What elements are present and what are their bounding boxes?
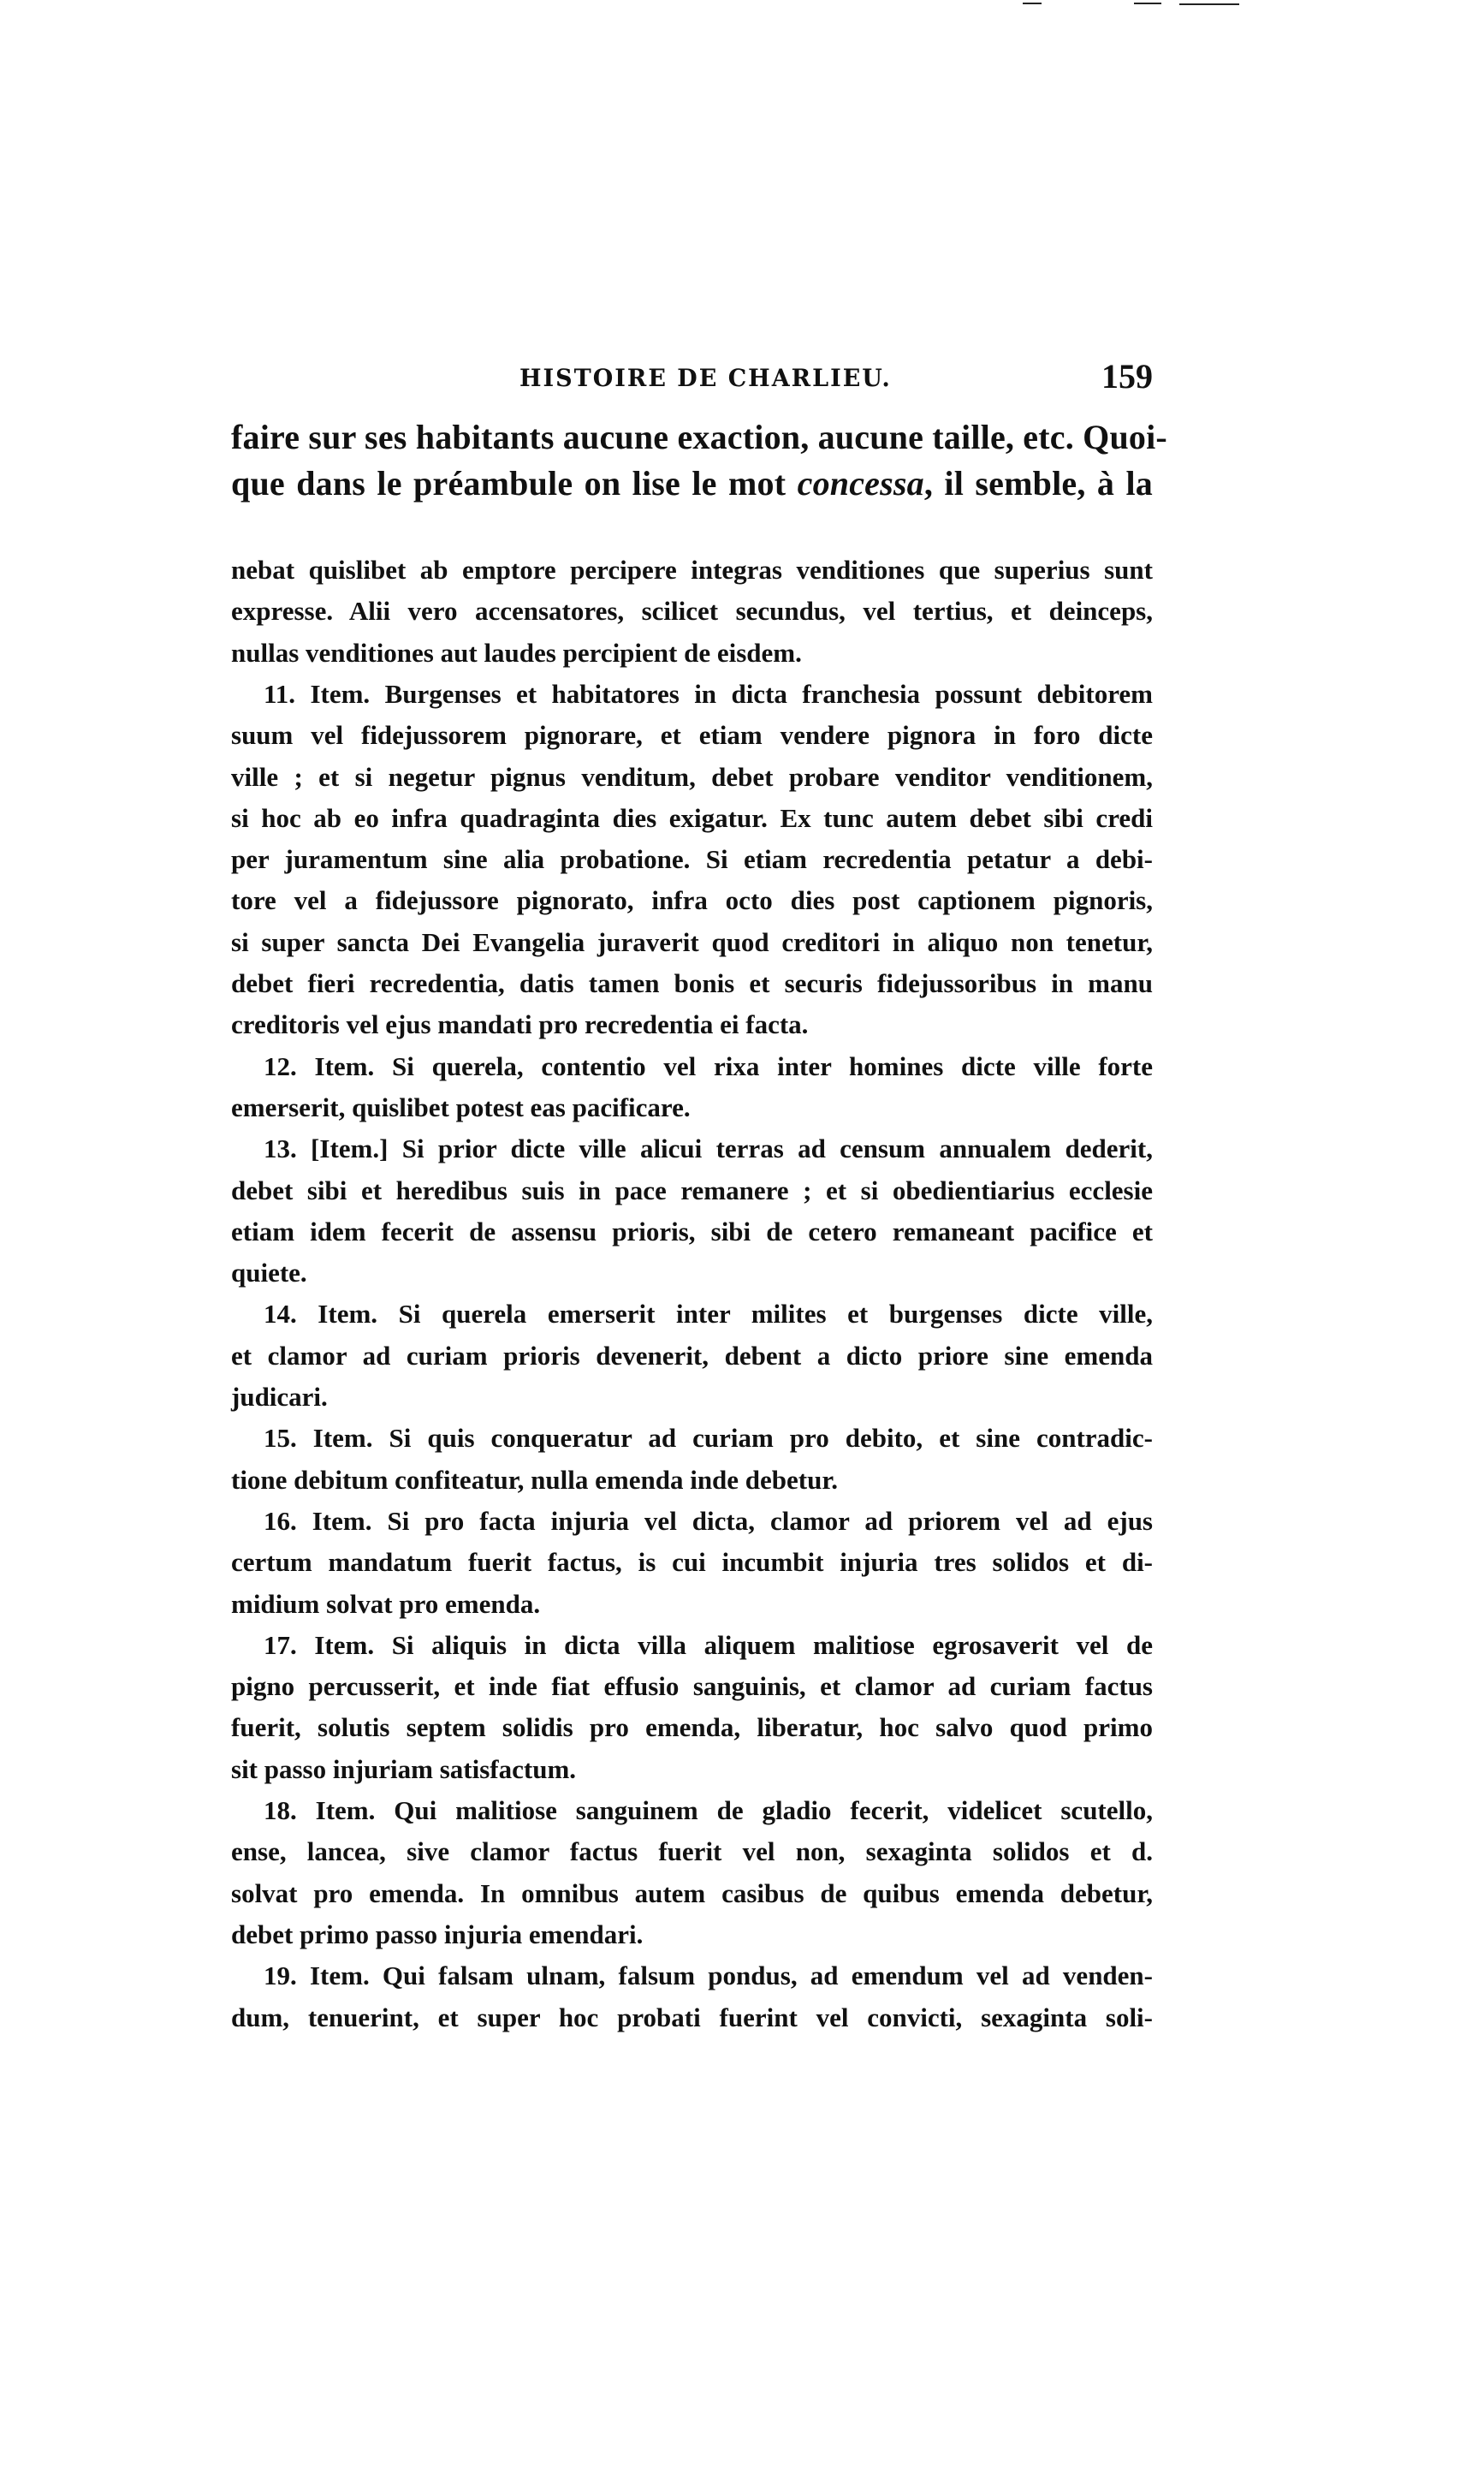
latin-text-line: debet sibi et heredibus suis in pace remanere ; et si obedientiarius ecclesie: [231, 1175, 1153, 1205]
latin-text-line: creditoris vel ejus mandati pro recredentia ei facta.: [231, 1009, 809, 1039]
article-first-line: 14. Item. Si querela emerserit inter milites et burgenses dicte ville,: [264, 1299, 1153, 1329]
article-number: 13.: [264, 1133, 297, 1163]
article-number: 11.: [264, 679, 296, 709]
french-text-line: faire sur ses habitants aucune exaction, aucune taille, etc. Quoi-: [231, 418, 1167, 456]
latin-text-line: tore vel a fidejussore pignorato, infra octo dies post captionem pignoris,: [231, 885, 1153, 915]
article-first-line: 11. Item. Burgenses et habitatores in dicta franchesia possunt debitorem: [264, 679, 1153, 709]
latin-text-line: emerserit, quislibet potest eas pacificare.: [231, 1092, 691, 1122]
latin-text-line: ense, lancea, sive clamor factus fuerit vel non, sexaginta solidos et d.: [231, 1836, 1153, 1866]
latin-text-line: nebat quislibet ab emptore percipere integras venditiones que superius sunt: [231, 555, 1153, 585]
latin-text-line: et clamor ad curiam prioris devenerit, debent a dicto priore sine emenda: [231, 1341, 1153, 1371]
latin-text-line: debet primo passo injuria emendari.: [231, 1919, 644, 1949]
latin-text-line: judicari.: [231, 1382, 328, 1412]
page-number: 159: [1101, 357, 1153, 396]
latin-text-line: etiam idem fecerit de assensu prioris, sibi de cetero remaneant pacifice et: [231, 1217, 1153, 1246]
article-number: 18.: [264, 1795, 297, 1825]
latin-text-line: ville ; et si negetur pignus venditum, debet probare venditor venditionem,: [231, 762, 1153, 792]
latin-text-line: midium solvat pro emenda.: [231, 1589, 541, 1619]
italic-term: concessa: [797, 464, 924, 503]
latin-text-line: dum, tenuerint, et super hoc probati fuerint vel convicti, sexaginta soli-: [231, 2002, 1153, 2032]
article-first-line: 15. Item. Si quis conqueratur ad curiam pro debito, et sine contradic-: [264, 1423, 1153, 1453]
article-number: 19.: [264, 1960, 297, 1990]
latin-text-line: si super sancta Dei Evangelia juraverit quod creditori in aliquo non tenetur,: [231, 927, 1153, 957]
article-first-line: 17. Item. Si aliquis in dicta villa aliquem malitiose egrosaverit vel de: [264, 1630, 1153, 1660]
article-first-line: 16. Item. Si pro facta injuria vel dicta, clamor ad priorem vel ad ejus: [264, 1506, 1153, 1536]
latin-text-line: fuerit, solutis septem solidis pro emenda, liberatur, hoc salvo quod primo: [231, 1712, 1153, 1742]
latin-text-line: per juramentum sine alia probatione. Si etiam recredentia petatur a debi-: [231, 844, 1153, 874]
article-first-line: 19. Item. Qui falsam ulnam, falsum pondus, ad emendum vel ad venden-: [264, 1960, 1153, 1990]
latin-text-line: certum mandatum fuerit factus, is cui incumbit injuria tres solidos et di-: [231, 1547, 1153, 1577]
scan-artifact-line: [1179, 3, 1239, 5]
article-first-line: 18. Item. Qui malitiose sanguinem de gladio fecerit, videlicet scutello,: [264, 1795, 1153, 1825]
article-number: 16.: [264, 1506, 297, 1536]
latin-text-line: si hoc ab eo infra quadraginta dies exigatur. Ex tunc autem debet sibi credi: [231, 803, 1153, 833]
latin-text-line: solvat pro emenda. In omnibus autem casibus de quibus emenda debetur,: [231, 1878, 1153, 1908]
article-first-line: 13. [Item.] Si prior dicte ville alicui terras ad censum annualem dederit,: [264, 1133, 1153, 1163]
article-number: 15.: [264, 1423, 297, 1453]
latin-text-line: suum vel fidejussorem pignorare, et etiam vendere pignora in foro dicte: [231, 720, 1153, 750]
scan-artifact-line: [1134, 3, 1161, 4]
article-number: 12.: [264, 1051, 297, 1081]
scan-artifact-line: [1023, 3, 1042, 4]
latin-text-line: nullas venditiones aut laudes percipient de eisdem.: [231, 638, 802, 668]
running-head: HISTOIRE DE CHARLIEU.: [519, 365, 892, 393]
article-number: 17.: [264, 1630, 297, 1660]
latin-text-line: sit passo injuriam satisfactum.: [231, 1754, 577, 1784]
article-number: 14.: [264, 1299, 297, 1329]
latin-text-line: quiete.: [231, 1258, 307, 1288]
latin-text-line: pigno percusserit, et inde fiat effusio sanguinis, et clamor ad curiam factus: [231, 1671, 1153, 1701]
latin-text-line: debet fieri recredentia, datis tamen bonis et securis fidejussoribus in manu: [231, 968, 1153, 998]
latin-text-line: tione debitum confiteatur, nulla emenda inde debetur.: [231, 1465, 839, 1495]
latin-text-line: expresse. Alii vero accensatores, scilicet secundus, vel tertius, et deinceps,: [231, 596, 1153, 626]
article-first-line: 12. Item. Si querela, contentio vel rixa inter homines dicte ville forte: [264, 1051, 1153, 1081]
french-text-line: que dans le préambule on lise le mot concessa, il semble, à la: [231, 464, 1153, 503]
